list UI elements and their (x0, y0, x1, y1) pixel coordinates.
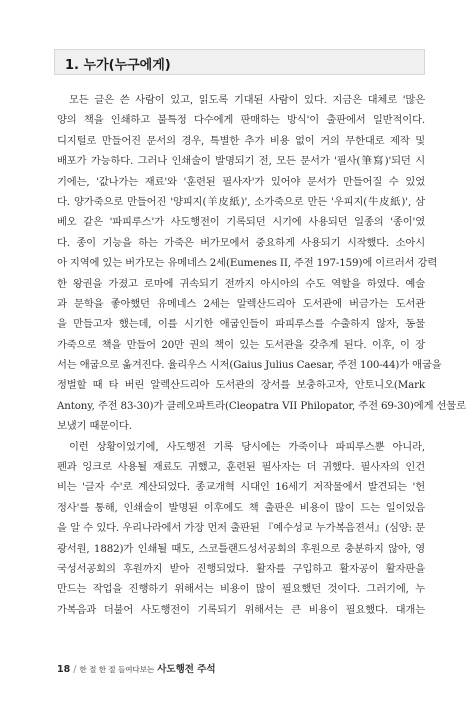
body-line: 정벌할 때 타 버린 알렉산드리아 도서관의 장서를 보충하고자, 안토니오(Mark (57, 379, 425, 392)
body-line: 을 알 수 있다. 우리나라에서 가장 먼저 출판된 『예수성교 누가복음젼셔』(심양: 문 (57, 522, 425, 535)
section-heading: 1. 누가(누구에게) (65, 58, 171, 73)
body-line: 기에는, '값나가는 재료'와 '훈련된 필사자'가 있어야 문서가 만들어질 수 있었 (57, 175, 425, 188)
body-line: 을 만들고자 했는데, 이를 시기한 애굽인들이 파피루스를 수출하지 않자, 동물 (57, 318, 425, 331)
body-line: 만드는 작업을 진행하기 위해서는 비용이 많이 필요했던 것이다. 그러기에, 누 (57, 583, 425, 596)
body-line: 배포가 가능하다. 그러나 인쇄술이 발명되기 전, 모든 문서가 '필사(筆寫)'되던 시 (57, 155, 425, 168)
body-line: 이런 상황이었기에, 사도행전 기록 당시에는 가죽이나 파피루스뿐 아니라, (69, 440, 425, 453)
body-line: 다. 종이 기능을 하는 가죽은 버가모에서 중요하게 사용되기 시작했다. 소아시 (57, 236, 425, 249)
body-line: 서는 애굽으로 옮겨진다. 율리우스 시저(Gaius Julius Caesar, 주전 100-44)가 애굽을 (57, 359, 442, 372)
body-line: 과 문학을 좋아했던 유메네스 2세는 알렉산드리아 도서관에 버금가는 도서관 (57, 297, 425, 310)
body-line: 다. 양가죽으로 만들어진 '양피지(羊皮紙)', 소가죽으로 만든 '우피지(牛皮紙)', 삼 (57, 195, 425, 208)
body-line: 모든 글은 쓴 사람이 있고, 읽도록 기대된 사람이 있다. 지금은 대체로 '많은 (69, 94, 425, 106)
body-line: 한 왕권을 가졌고 로마에 귀속되기 전까지 아시아의 수도 역할을 하였다. 예술 (57, 277, 425, 290)
body-line: 국성서공회의 후원까지 받아 진행되었다. 활자를 구입하고 활자공이 활자판을 (57, 562, 425, 575)
body-line: Antony, 주전 83-30)가 클레오파트라(Cleopatra VII Philopator, 주전 69-30)에게 선물로 (57, 399, 466, 412)
body-line: 아 지역에 있는 버가모는 유메네스 2세(Eumenes II, 주전 197-159)에 이르러서 강력 (57, 257, 438, 270)
footer-series: 한 절 한 절 들여다보는 (79, 665, 155, 674)
body-line: 가죽으로 책을 만들어 20만 권의 책이 있는 도서관을 갖추게 된다. 이후, 이 장 (57, 338, 425, 351)
page-footer (57, 661, 216, 675)
footer-book-title: 사도행전 주석 (157, 664, 216, 675)
section-heading-box (54, 49, 425, 75)
body-line: 비는 '글자 수'로 계산되었다. 종교개혁 시대인 16세기 저작물에서 발견되는 '헌 (57, 481, 425, 494)
page-number: 18 (57, 664, 71, 675)
body-line: 정사'를 통해, 인쇄술이 발명된 이후에도 책 출판은 비용이 많이 드는 일이었음 (57, 501, 425, 514)
body-line: 광서원, 1882)가 인쇄될 때도, 스코틀랜드성서공회의 후원으로 충분하지 않아, 영 (57, 542, 425, 555)
body-line: 양의 책을 인쇄하고 불특정 다수에게 판매하는 방식'이 출판에서 일반적이다. (57, 114, 425, 127)
body-line: 보냈기 때문이다. (57, 420, 132, 433)
body-line: 베오 같은 '파피루스'가 사도행전이 기록되던 시기에 사용되던 일종의 '종이'였 (57, 216, 425, 229)
body-line: 가복음과 더불어 사도행전이 기록되기 위해서는 큰 비용이 필요했다. 대개는 (57, 603, 425, 616)
body-text (57, 90, 466, 620)
footer-separator: / (73, 664, 77, 675)
body-line: 펜과 잉크로 사용될 재료도 귀했고, 훈련된 필사자는 더 귀했다. 필사자의 인건 (57, 461, 425, 474)
body-line: 디지털로 만들어진 문서의 경우, 특별한 추가 비용 없이 거의 무한대로 제작 및 (57, 134, 425, 147)
